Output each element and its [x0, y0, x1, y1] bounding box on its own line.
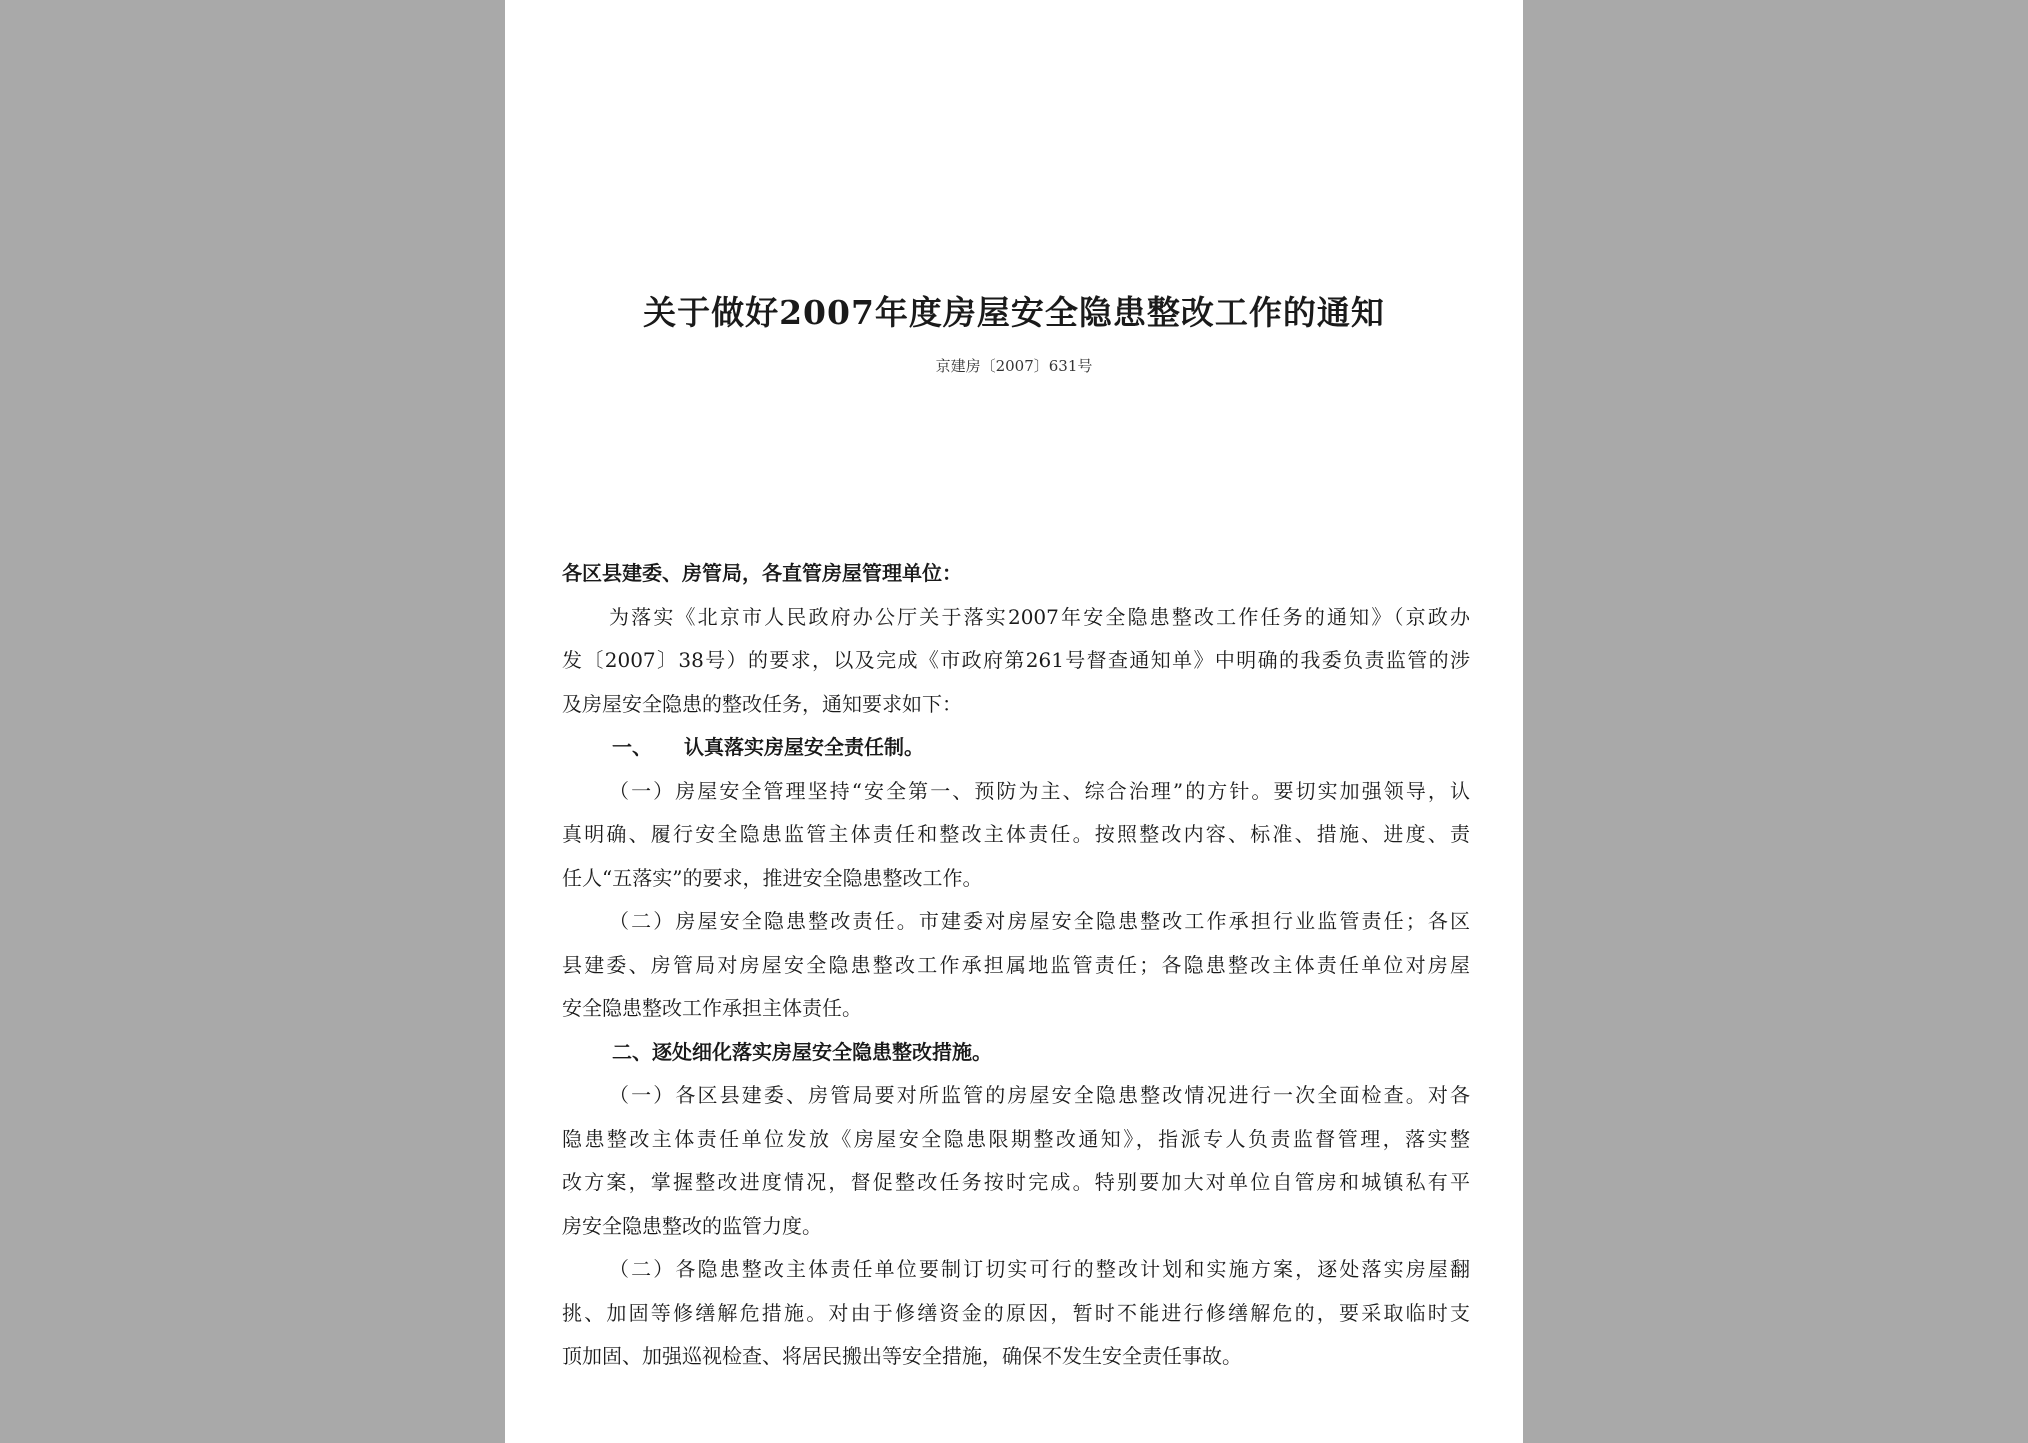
paragraph-line: 发〔2007〕38号）的要求，以及完成《市政府第261号督查通知单》中明确的我委负责监管的涉	[562, 648, 1470, 672]
paragraph-line: 改方案，掌握整改进度情况，督促整改任务按时完成。特别要加大对单位自管房和城镇私有平	[562, 1170, 1470, 1194]
paragraph-line: （一）各区县建委、房管局要对所监管的房屋安全隐患整改情况进行一次全面检查。对各	[609, 1083, 1470, 1107]
salutation: 各区县建委、房管局，各直管房屋管理单位：	[562, 561, 962, 585]
paragraph-line: 及房屋安全隐患的整改任务，通知要求如下：	[562, 691, 962, 716]
paragraph-line: （二）各隐患整改主体责任单位要制订切实可行的整改计划和实施方案，逐处落实房屋翻	[609, 1257, 1470, 1281]
paragraph-line: 任人“五落实”的要求，推进安全隐患整改工作。	[562, 865, 983, 890]
paragraph-line: （二）房屋安全隐患整改责任。市建委对房屋安全隐患整改工作承担行业监管责任；各区	[609, 909, 1470, 933]
document-body	[562, 552, 1470, 1379]
paragraph-line: 安全隐患整改工作承担主体责任。	[562, 996, 862, 1020]
paragraph-line: 真明确、履行安全隐患监管主体责任和整改主体责任。按照整改内容、标准、措施、进度、责	[562, 822, 1470, 846]
paragraph-line: 隐患整改主体责任单位发放《房屋安全隐患限期整改通知》，指派专人负责监督管理，落实整	[562, 1126, 1470, 1151]
paragraph-line: 县建委、房管局对房屋安全隐患整改工作承担属地监管责任；各隐患整改主体责任单位对房屋	[562, 952, 1470, 977]
paragraph-line: 顶加固、加强巡视检查、将居民搬出等安全措施，确保不发生安全责任事故。	[562, 1344, 1242, 1368]
section-heading-2: 二、逐处细化落实房屋安全隐患整改措施。	[612, 1039, 992, 1064]
paragraph-line: 为落实《北京市人民政府办公厅关于落实2007年安全隐患整改工作任务的通知》（京政办	[609, 604, 1470, 629]
section-number: 一、	[612, 735, 652, 759]
paragraph-line: 房安全隐患整改的监管力度。	[562, 1213, 822, 1238]
document-number: 京建房〔2007〕631号	[935, 357, 1093, 375]
paragraph-line: 挑、加固等修缮解危措施。对由于修缮资金的原因，暂时不能进行修缮解危的，要采取临时支	[562, 1300, 1470, 1325]
document-page	[505, 0, 1523, 1443]
document-title: 关于做好2007年度房屋安全隐患整改工作的通知	[643, 293, 1385, 332]
section-heading-1	[562, 726, 1470, 770]
section-title: 认真落实房屋安全责任制。	[684, 735, 924, 759]
paragraph-line: （一）房屋安全管理坚持“安全第一、预防为主、综合治理”的方针。要切实加强领导，认	[609, 778, 1470, 803]
